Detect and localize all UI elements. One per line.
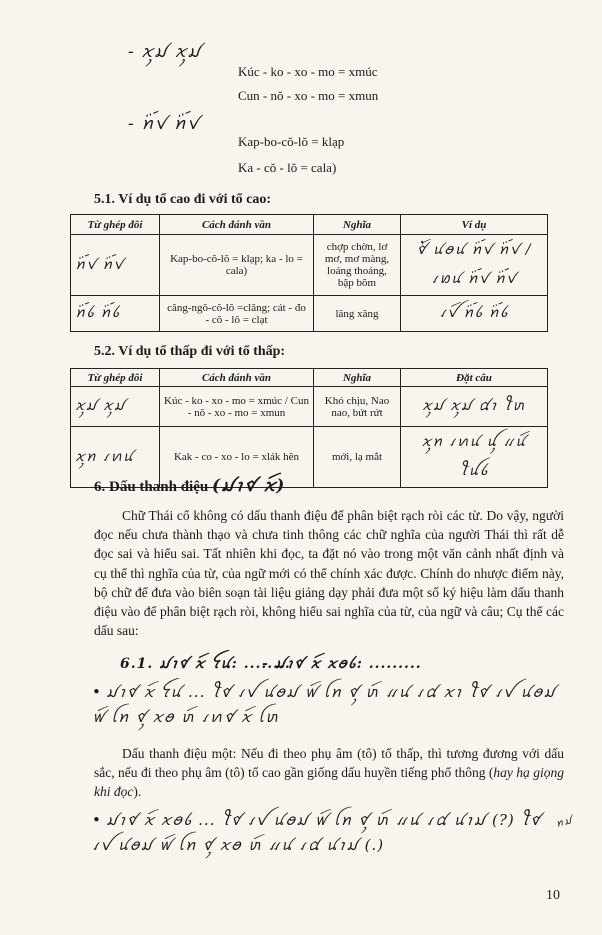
- spell-line: Kúc - ko - xo - mo = xmúc: [238, 64, 378, 79]
- word-pair-1: - ꪎꪴꪣ ꪎꪴꪣ: [128, 42, 202, 62]
- bullet-item: • ꪣꪱꪥ ꪎꪷ ꪎꪮꪉ ... ꪻꪥ ꪹꪜ ꪙꪮꪣ ꪝꪷ ꪶꪀ ꪥꪴ ꪬꪷ ꪵꪙ ꪹꪠ ꪙꪱꪣ (?) ꪻꪥ ꪹꪜ ꪙꪮꪣ ꪝꪷ ꪶꪀ ꪥꪴ ꪎꪮ ꪬꪷ ꪵꪙ ꪹꪠ ꪙꪱꪣ (.): [92, 808, 562, 858]
- paragraph-text: Dấu thanh điệu một: Nếu đi theo phụ âm (tô) tổ thấp, thì tương đương với dấu sắc, nếu đi theo phụ âm (tô) tổ cao gần giống dấu huyền tiếng phổ thông (: [94, 746, 564, 781]
- column-header: Đặt câu: [401, 369, 548, 387]
- table-row: [71, 296, 548, 332]
- column-header: Nghĩa: [314, 215, 401, 235]
- spell-line: Ka - cŏ - lŏ = cala): [238, 160, 337, 175]
- section-title-text: 6. Dấu thanh điệu: [94, 479, 209, 495]
- paragraph-italic: hay hạ giọng khi đọc: [94, 765, 564, 800]
- table-5-1: [70, 214, 548, 332]
- subsection-label: 6.1. ꪣꪱꪥ ꪎꪷ ꪼꪙ: ........: [120, 656, 291, 672]
- section-title-6: [94, 470, 285, 505]
- table-cell: chợp chờn, lơ mơ, mơ màng, loáng thoáng, bập bõm: [314, 235, 401, 296]
- spell-line: Kap-bo-cŏ-lŏ = klạp: [238, 134, 345, 149]
- table-cell: ꪀꪾꪉ ꪀꪾꪉ: [71, 296, 160, 332]
- table-cell: Kap-bo-cŏ-lŏ = klạp; ka - lo = cala): [160, 235, 314, 296]
- table-cell: lăng xăng: [314, 296, 401, 332]
- paragraph-text: ).: [133, 784, 142, 800]
- column-header: Cách đánh vần: [160, 215, 314, 235]
- bullet-item: • ꪣꪱꪥ ꪎꪷ ꪼꪙ ... ꪻꪥ ꪹꪜ ꪙꪮꪣ ꪝꪷ ꪶꪀ ꪥꪴ ꪬꪷ ꪵꪙ ꪹꪠ ꪎꪱ ꪻꪥ ꪹꪜ ꪙꪮꪣ ꪝꪷ ꪶꪀ ꪥꪴ ꪎꪮ ꪬꪷ ꪹꪕꪥ ꪎꪷ ꪶꪬ: [92, 680, 562, 730]
- body-paragraph: Chữ Thái cổ không có dấu thanh điệu để phân biệt rạch ròi các từ. Do vậy, người đọc nếu chưa thành thạo và chưa tinh thông các chữ nghĩa của người Thái thì rất dễ đọc sai và hiểu sai. Tất nhiên khi đọc, ta đặt nó vào trong một văn cảnh nhất định và cụ thể thì nghĩa của từ, của ngữ mới có thể chính xác được. Chính do nhược điểm này, bộ chữ để đưa vào biên soạn tài liệu giảng dạy phải đưa một số ký hiệu làm dấu thanh điệu vào để phân biệt rạch ròi, không hiểu sai nghĩa của từ, của ngữ và câu; Cụ thể các dấu sau:: [94, 508, 564, 639]
- column-header: Từ ghép đôi: [71, 215, 160, 235]
- section-title-5-2: 5.2. Ví dụ tổ thấp đi với tổ thấp:: [94, 344, 286, 359]
- subsection-label: - ꪣꪱꪥ ꪎꪷ ꪎꪮꪉ: .........: [262, 656, 422, 672]
- table-cell: căng-ngŏ-cŏ-lŏ =clăng; cát - đo - cŏ - lŏ = clạt: [160, 296, 314, 332]
- table-cell: Khó chịu, Nao nao, bứt rứt: [314, 387, 401, 427]
- table-cell: mới, lạ mắt: [314, 427, 401, 488]
- table-cell: ꪀꪾꪚ ꪀꪾꪚ: [71, 235, 160, 296]
- section-title-script: (ꪣꪱꪥ ꪎꪷ): [211, 476, 286, 496]
- table-cell: ꪎꪴꪣ ꪎꪴꪣ ꪠꪱ ꪻꪬ: [401, 387, 548, 427]
- column-header: Ví dụ: [401, 215, 548, 235]
- table-row: [71, 387, 548, 427]
- page-number: 10: [546, 888, 560, 903]
- table-cell: ꪥꪳ ꪙꪮꪙ ꪀꪾꪚ ꪀꪾꪚ / ꪹꪭꪙ ꪀꪾꪚ ꪀꪾꪚ: [401, 235, 548, 296]
- table-row: [71, 235, 548, 296]
- body-paragraph: [94, 744, 564, 802]
- table-cell: ꪎꪴꪀ ꪹꪕꪙ ꪊꪴ ꪵꪙꪷ ꪻꪊꪉ: [401, 427, 548, 488]
- table-cell: ꪎꪴꪀ ꪹꪕꪙ: [71, 427, 160, 488]
- table-cell: Kak - co - xo - lo = xlák hên: [160, 427, 314, 488]
- table-cell: Kúc - ko - xo - mo = xmúc / Cun - nŏ - xo - mo = xmun: [160, 387, 314, 427]
- word-pair-2: - ꪀꪾꪚ ꪀꪾꪚ: [128, 114, 200, 134]
- spell-line: Cun - nŏ - xo - mo = xmun: [238, 88, 379, 103]
- margin-mark: ꪀꪣ: [554, 814, 575, 831]
- column-header: Từ ghép đôi: [71, 369, 160, 387]
- table-cell: ꪎꪴꪣ ꪎꪴꪣ: [71, 387, 160, 427]
- section-title-5-1: 5.1. Ví dụ tổ cao đi với tổ cao:: [94, 192, 272, 207]
- column-header: Nghĩa: [314, 369, 401, 387]
- table-cell: ꪹꪜꪷ ꪀꪾꪉ ꪀꪾꪉ: [401, 296, 548, 332]
- column-header: Cách đánh vần: [160, 369, 314, 387]
